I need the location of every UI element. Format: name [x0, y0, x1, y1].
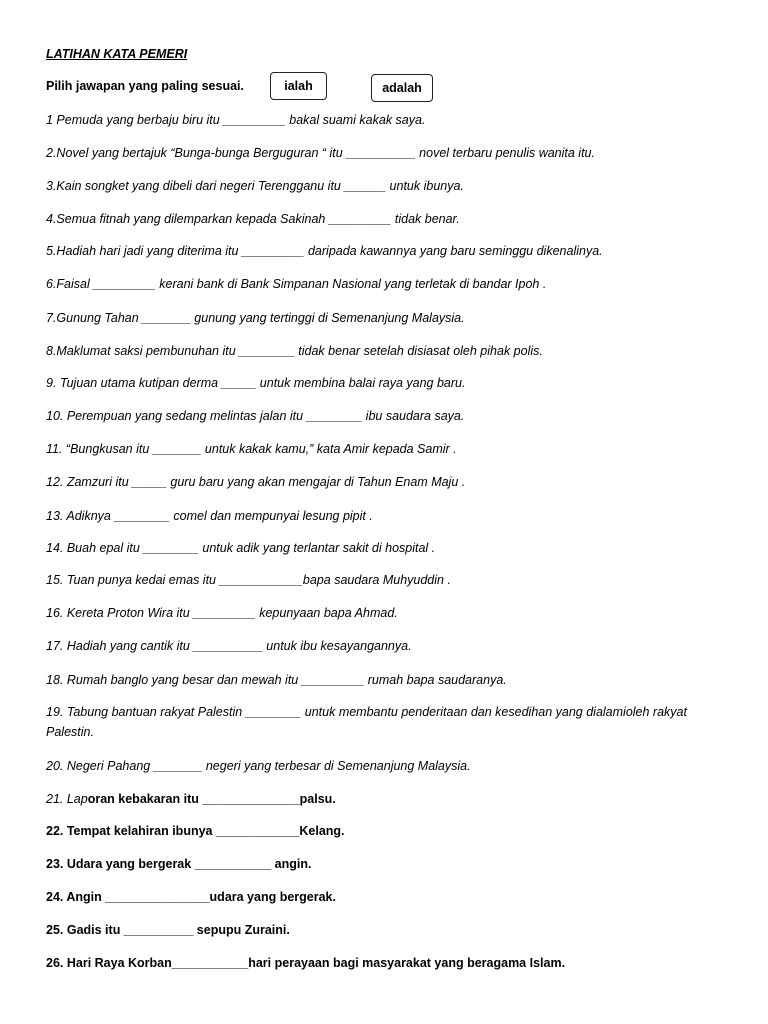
question-14: 14. Buah epal itu ________ untuk adik yang terlantar sakit di hospital . [46, 541, 436, 555]
question-12: 12. Zamzuri itu _____ guru baru yang akan mengajar di Tahun Enam Maju . [46, 475, 466, 489]
question-7: 7.Gunung Tahan _______ gunung yang tertinggi di Semenanjung Malaysia. [46, 311, 465, 325]
question-21 [46, 789, 718, 809]
question-3: 3.Kain songket yang dibeli dari negeri Terengganu itu ______ untuk ibunya. [46, 179, 464, 193]
question-18: 18. Rumah banglo yang besar dan mewah itu _________ rumah bapa saudaranya. [46, 673, 507, 687]
question-19: 19. Tabung bantuan rakyat Palestin ________ untuk membantu penderitaan dan kesedihan yang dialamioleh rakyat Palestin. [46, 705, 687, 739]
question-15: 15. Tuan punya kedai emas itu ____________bapa saudara Muhyuddin . [46, 573, 451, 587]
question-16: 16. Kereta Proton Wira itu _________ kepunyaan bapa Ahmad. [46, 606, 398, 620]
question-11: 11. “Bungkusan itu _______ untuk kakak kamu,” kata Amir kepada Samir . [46, 442, 457, 456]
question-13: 13. Adiknya ________ comel dan mempunyai lesung pipit . [46, 509, 373, 523]
question-9: 9. Tujuan utama kutipan derma _____ untuk membina balai raya yang baru. [46, 376, 466, 390]
choice-box-ialah: ialah [270, 72, 327, 100]
question-5: 5.Hadiah hari jadi yang diterima itu _________ daripada kawannya yang baru seminggu dikenalinya. [46, 244, 603, 258]
question-17: 17. Hadiah yang cantik itu __________ untuk ibu kesayangannya. [46, 639, 412, 653]
question-22: 22. Tempat kelahiran ibunya ____________Kelang. [46, 824, 345, 838]
question-4: 4.Semua fitnah yang dilemparkan kepada Sakinah _________ tidak benar. [46, 212, 460, 226]
question-21-prefix: 21. Lap [46, 792, 88, 806]
question-23: 23. Udara yang bergerak ___________ angin. [46, 857, 312, 871]
question-2: 2.Novel yang bertajuk “Bunga-bunga Berguguran “ itu __________ novel terbaru penulis wanita itu. [46, 146, 595, 160]
choice-box-adalah: adalah [371, 74, 433, 102]
question-25: 25. Gadis itu __________ sepupu Zuraini. [46, 923, 290, 937]
question-26: 26. Hari Raya Korban___________hari perayaan bagi masyarakat yang beragama Islam. [46, 956, 566, 970]
question-24: 24. Angin _______________udara yang bergerak. [46, 890, 336, 904]
question-20: 20. Negeri Pahang _______ negeri yang terbesar di Semenanjung Malaysia. [46, 759, 471, 773]
question-1: 1 Pemuda yang berbaju biru itu _________ bakal suami kakak saya. [46, 113, 426, 127]
question-6: 6.Faisal _________ kerani bank di Bank Simpanan Nasional yang terletak di bandar Ipoh . [46, 277, 547, 291]
question-21-rest: oran kebakaran itu ______________palsu. [87, 792, 336, 806]
question-8: 8.Maklumat saksi pembunuhan itu ________ tidak benar setelah disiasat oleh pihak polis. [46, 344, 543, 358]
instruction-text: Pilih jawapan yang paling sesuai. [46, 79, 244, 93]
question-10: 10. Perempuan yang sedang melintas jalan itu ________ ibu saudara saya. [46, 409, 465, 423]
worksheet-title: LATIHAN KATA PEMERI [46, 47, 188, 61]
